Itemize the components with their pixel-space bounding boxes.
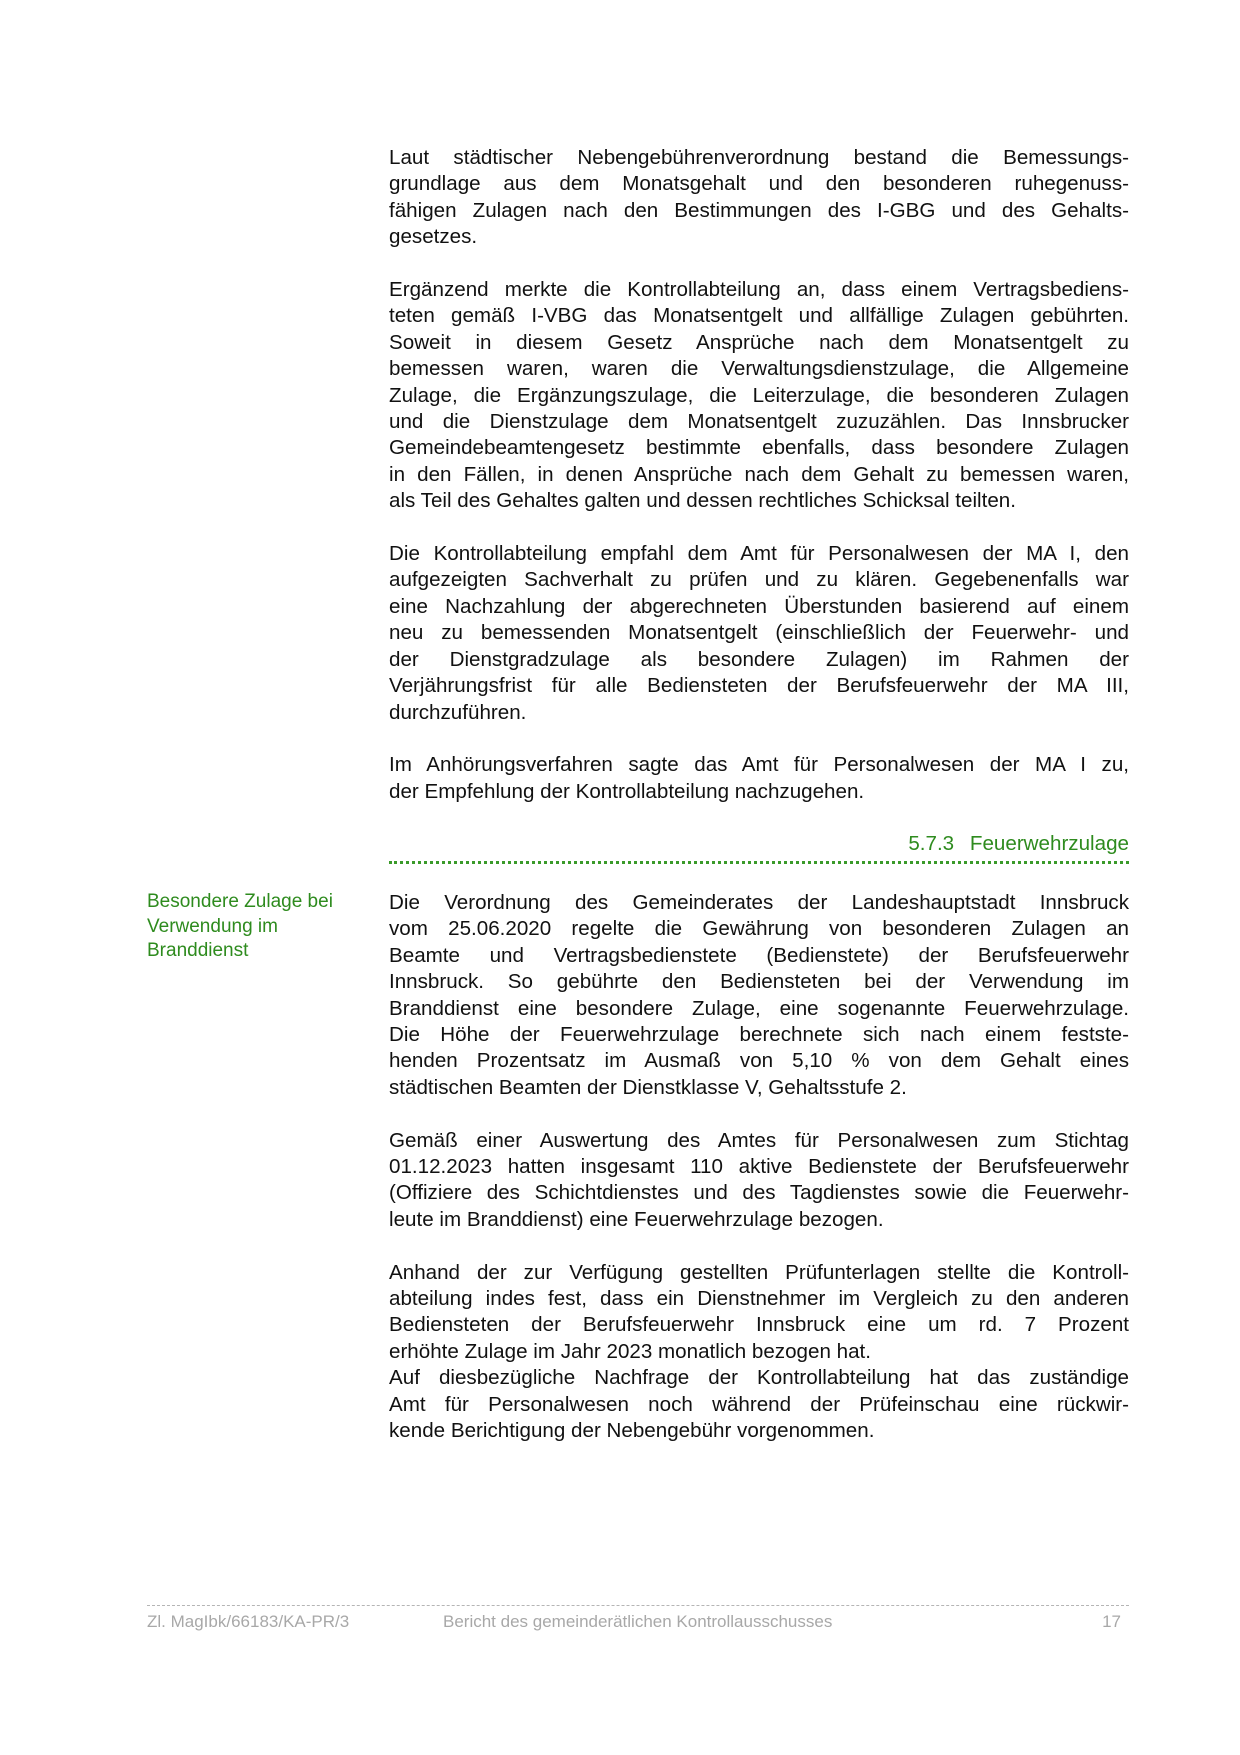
footer-reference: Zl. MagIbk/66183/KA-PR/3 bbox=[147, 1612, 350, 1631]
body-text-section-2 bbox=[389, 890, 1129, 1471]
text-line: grundlage aus dem Monatsgehalt und den besonderen ruhegenuss- bbox=[389, 172, 1129, 196]
text-line: Beamte und Vertragsbedienstete (Bedienstete) der Berufsfeuerwehr bbox=[389, 943, 1129, 967]
text-line: (Offiziere des Schichtdienstes und des Tagdienstes sowie die Feuerwehr- bbox=[389, 1181, 1129, 1205]
paragraph bbox=[389, 890, 1129, 1101]
text-line: Gemeindebeamtengesetz bestimmte ebenfalls, dass besondere Zulagen bbox=[389, 436, 1129, 460]
text-line: der Empfehlung der Kontrollabteilung nachzugehen. bbox=[389, 779, 865, 803]
text-line: Auf diesbezügliche Nachfrage der Kontrollabteilung hat das zuständige bbox=[389, 1366, 1129, 1390]
text-line: in den Fällen, in denen Ansprüche nach dem Gehalt zu bemessen waren, bbox=[389, 462, 1129, 486]
text-line: erhöhte Zulage im Jahr 2023 monatlich bezogen hat. bbox=[389, 1339, 871, 1363]
text-line: städtischen Beamten der Dienstklasse V, Gehaltsstufe 2. bbox=[389, 1075, 907, 1099]
margin-note-line: Verwendung im bbox=[147, 915, 278, 937]
paragraph bbox=[389, 277, 1129, 515]
text-line: Zulage, die Ergänzungszulage, die Leiterzulage, die besonderen Zulagen bbox=[389, 383, 1129, 407]
page-number: 17 bbox=[1102, 1612, 1121, 1631]
text-line: neu zu bemessenden Monatsentgelt (einschließlich der Feuerwehr- und bbox=[389, 621, 1129, 645]
paragraph bbox=[389, 1128, 1129, 1234]
footer-divider bbox=[147, 1605, 1129, 1606]
text-line: Die Kontrollabteilung empfahl dem Amt für Personalwesen der MA I, den bbox=[389, 542, 1129, 566]
text-line: Amt für Personalwesen noch während der Prüfeinschau eine rückwir- bbox=[389, 1392, 1129, 1416]
text-line: vom 25.06.2020 regelte die Gewährung von besonderen Zulagen an bbox=[389, 917, 1129, 941]
section-number: 5.7.3 bbox=[908, 832, 955, 855]
paragraph bbox=[389, 145, 1129, 251]
body-text-section-1 bbox=[389, 145, 1129, 832]
text-line: Branddienst eine besondere Zulage, eine sogenannte Feuerwehrzulage. bbox=[389, 996, 1129, 1020]
text-line: aufgezeigten Sachverhalt zu prüfen und zu klären. Gegebenenfalls war bbox=[389, 568, 1129, 592]
text-line: Die Verordnung des Gemeinderates der Landeshauptstadt Innsbruck bbox=[389, 891, 1129, 914]
text-line: 01.12.2023 hatten insgesamt 110 aktive Bedienstete der Berufsfeuerwehr bbox=[389, 1155, 1129, 1179]
text-line: gesetzes. bbox=[389, 225, 478, 249]
text-line: der Dienstgradzulage als besondere Zulagen) im Rahmen der bbox=[389, 647, 1129, 671]
text-line: und die Dienstzulage dem Monatsentgelt zuzuzählen. Das Innsbrucker bbox=[389, 410, 1129, 434]
text-line: Anhand der zur Verfügung gestellten Prüfunterlagen stellte die Kontroll- bbox=[389, 1260, 1129, 1284]
text-line: eine Nachzahlung der abgerechneten Überstunden basierend auf einem bbox=[389, 594, 1129, 618]
text-line: Ergänzend merkte die Kontrollabteilung an, dass einem Vertragsbediens- bbox=[389, 278, 1129, 302]
text-line: durchzuführen. bbox=[389, 700, 527, 724]
text-line: Soweit in diesem Gesetz Ansprüche nach dem Monatsentgelt zu bbox=[389, 330, 1129, 354]
text-line: Gemäß einer Auswertung des Amtes für Personalwesen zum Stichtag bbox=[389, 1128, 1129, 1152]
text-line: bemessen waren, waren die Verwaltungsdienstzulage, die Allgemeine bbox=[389, 357, 1129, 381]
text-line: leute im Branddienst) eine Feuerwehrzulage bezogen. bbox=[389, 1207, 884, 1231]
paragraph bbox=[389, 752, 1129, 805]
footer-title: Bericht des gemeinderätlichen Kontrollausschusses bbox=[443, 1612, 833, 1631]
text-line: henden Prozentsatz im Ausmaß von 5,10 % von dem Gehalt eines bbox=[389, 1049, 1129, 1073]
margin-note-line: Besondere Zulage bei bbox=[147, 891, 333, 912]
text-line: Im Anhörungsverfahren sagte das Amt für Personalwesen der MA I zu, bbox=[389, 753, 1129, 777]
text-line: Innsbruck. So gebührte den Bediensteten bei der Verwendung im bbox=[389, 970, 1129, 994]
margin-note-line: Branddienst bbox=[147, 940, 249, 961]
text-line: abteilung indes fest, dass ein Dienstnehmer im Vergleich zu den anderen bbox=[389, 1287, 1129, 1311]
text-line: Bediensteten der Berufsfeuerwehr Innsbruck eine um rd. 7 Prozent bbox=[389, 1313, 1129, 1337]
margin-note bbox=[147, 890, 367, 964]
text-line: als Teil des Gehaltes galten und dessen rechtliches Schicksal teilten. bbox=[389, 489, 1016, 513]
section-heading bbox=[389, 831, 1129, 864]
section-title: Feuerwehrzulage bbox=[969, 832, 1129, 855]
text-line: Verjährungsfrist für alle Bediensteten der Berufsfeuerwehr der MA III, bbox=[389, 674, 1129, 698]
text-line: Die Höhe der Feuerwehrzulage berechnete sich nach einem festste- bbox=[389, 1023, 1129, 1047]
paragraph bbox=[389, 541, 1129, 726]
text-line: fähigen Zulagen nach den Bestimmungen des I-GBG und des Gehalts- bbox=[389, 198, 1129, 222]
paragraph bbox=[389, 1260, 1129, 1445]
text-line: teten gemäß I-VBG das Monatsentgelt und allfällige Zulagen gebührten. bbox=[389, 304, 1129, 328]
text-line: kende Berichtigung der Nebengebühr vorgenommen. bbox=[389, 1419, 875, 1443]
text-line: Laut städtischer Nebengebührenverordnung bestand die Bemessungs- bbox=[389, 146, 1129, 169]
